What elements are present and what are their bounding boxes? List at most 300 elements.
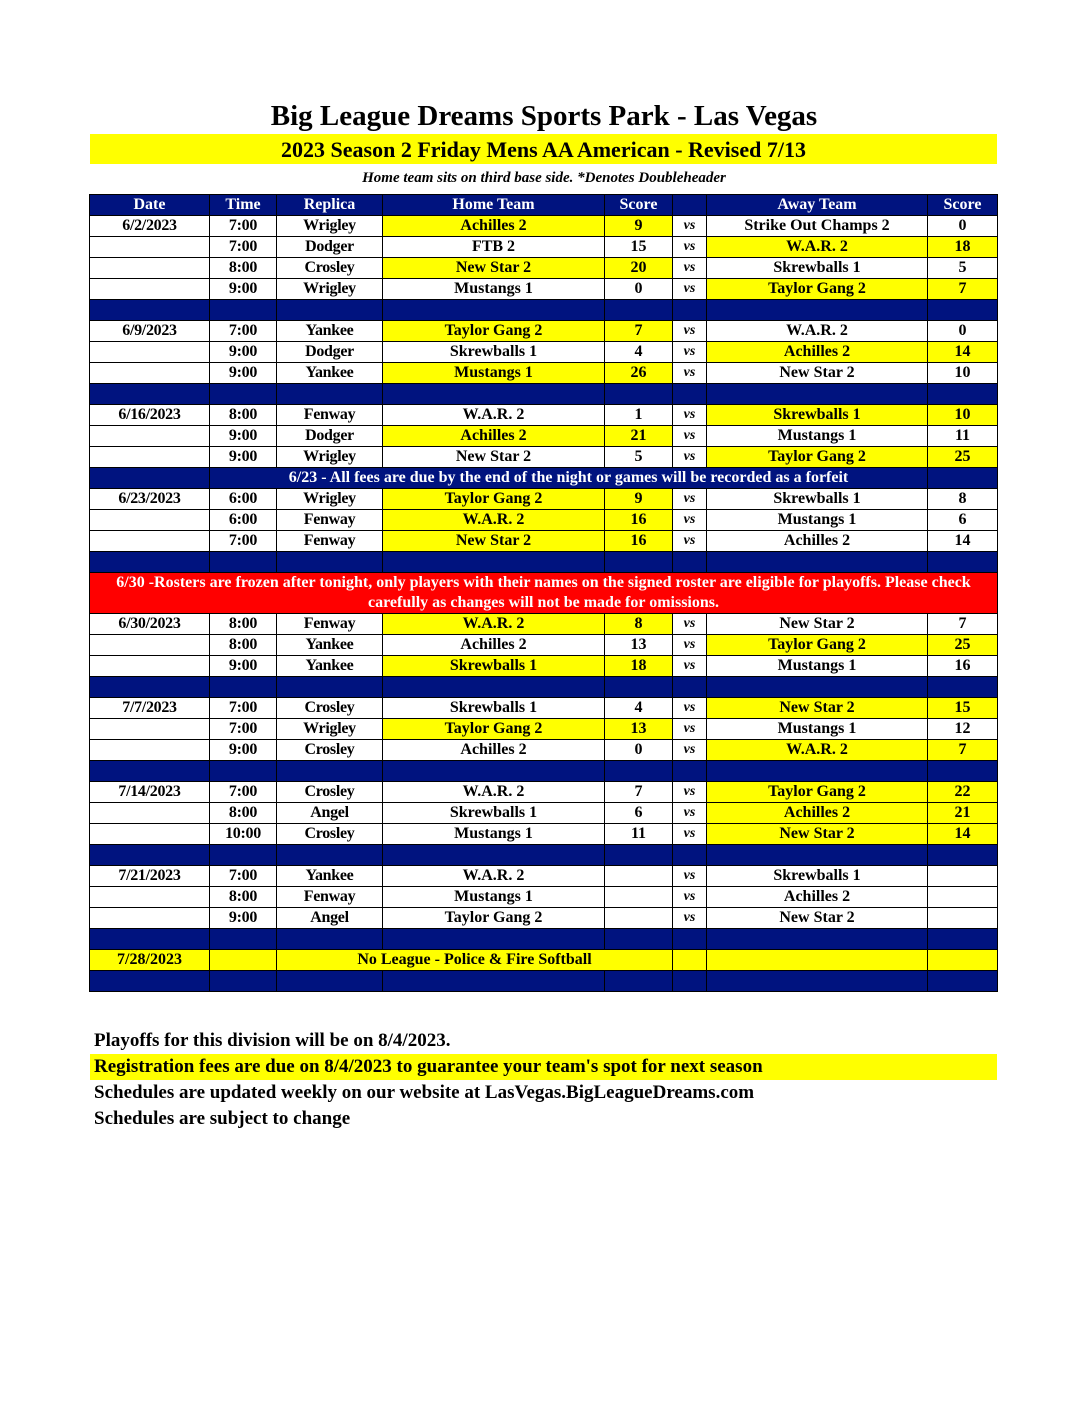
away-team-cell: Skrewballs 1 (707, 866, 928, 887)
away-team-cell: Mustangs 1 (707, 719, 928, 740)
home-team-cell: Taylor Gang 2 (383, 719, 605, 740)
spacer-cell (673, 929, 707, 950)
time-cell: 8:00 (210, 887, 277, 908)
time-cell: 9:00 (210, 279, 277, 300)
spacer-cell (277, 929, 383, 950)
time-cell: 9:00 (210, 740, 277, 761)
home-team-cell: Mustangs 1 (383, 279, 605, 300)
date-cell: 7/28/2023 (90, 950, 210, 971)
game-row (90, 782, 998, 803)
away-team-cell: Mustangs 1 (707, 426, 928, 447)
date-cell (90, 887, 210, 908)
spacer-cell (605, 677, 673, 698)
home-team-cell: Skrewballs 1 (383, 342, 605, 363)
home-team-cell: W.A.R. 2 (383, 510, 605, 531)
spacer-cell (673, 300, 707, 321)
date-cell (90, 342, 210, 363)
away-team-cell: Skrewballs 1 (707, 489, 928, 510)
subtitle-banner: 2023 Season 2 Friday Mens AA American - Revised 7/13 (90, 134, 997, 164)
away-score-cell: 15 (928, 698, 998, 719)
away-score-cell: 25 (928, 447, 998, 468)
home-team-cell: FTB 2 (383, 237, 605, 258)
spacer-cell (707, 929, 928, 950)
home-team-cell: New Star 2 (383, 447, 605, 468)
spacer-cell (673, 971, 707, 992)
time-cell: 9:00 (210, 426, 277, 447)
field-cell: Yankee (277, 866, 383, 887)
vs-label: vs (673, 258, 707, 279)
away-score-cell: 16 (928, 656, 998, 677)
spacer-row (90, 761, 998, 782)
away-team-cell: Taylor Gang 2 (707, 635, 928, 656)
vs-label: vs (673, 656, 707, 677)
home-team-cell: Taylor Gang 2 (383, 908, 605, 929)
field-cell: Crosley (277, 824, 383, 845)
vs-label: vs (673, 803, 707, 824)
time-cell: 10:00 (210, 824, 277, 845)
away-team-cell: Achilles 2 (707, 803, 928, 824)
date-cell (90, 656, 210, 677)
game-row (90, 740, 998, 761)
field-cell: Yankee (277, 635, 383, 656)
game-row (90, 866, 998, 887)
spacer-cell (277, 384, 383, 405)
field-cell: Dodger (277, 342, 383, 363)
spacer-cell (707, 300, 928, 321)
home-score-cell: 15 (605, 237, 673, 258)
away-score-cell: 21 (928, 803, 998, 824)
game-row (90, 656, 998, 677)
playoffs-note: Playoffs for this division will be on 8/4/2023. (94, 1030, 451, 1051)
date-cell (90, 279, 210, 300)
home-team-cell: Achilles 2 (383, 635, 605, 656)
game-row (90, 824, 998, 845)
away-score-cell: 7 (928, 614, 998, 635)
spacer-cell (210, 929, 277, 950)
game-row (90, 279, 998, 300)
vs-label: vs (673, 866, 707, 887)
header-away-team: Away Team (707, 195, 928, 216)
spacer-cell (210, 761, 277, 782)
time-cell: 8:00 (210, 258, 277, 279)
registration-note: Registration fees are due on 8/4/2023 to guarantee your team's spot for next season (94, 1056, 763, 1077)
away-score-cell: 14 (928, 342, 998, 363)
away-score-cell: 14 (928, 531, 998, 552)
field-cell: Yankee (277, 363, 383, 384)
header-date: Date (90, 195, 210, 216)
vs-label: vs (673, 216, 707, 237)
header-replica: Replica (277, 195, 383, 216)
vs-label: vs (673, 635, 707, 656)
away-team-cell: W.A.R. 2 (707, 237, 928, 258)
home-score-cell: 1 (605, 405, 673, 426)
date-cell: 7/21/2023 (90, 866, 210, 887)
spacer-cell (928, 761, 998, 782)
home-score-cell: 0 (605, 740, 673, 761)
header-row (90, 195, 998, 216)
vs-label: vs (673, 237, 707, 258)
away-score-cell: 0 (928, 216, 998, 237)
change-note: Schedules are subject to change (94, 1108, 351, 1129)
spacer-cell (277, 677, 383, 698)
spacer-cell (605, 929, 673, 950)
header-home-team: Home Team (383, 195, 605, 216)
away-score-cell (928, 908, 998, 929)
date-cell (90, 635, 210, 656)
game-row (90, 635, 998, 656)
spacer-cell (90, 929, 210, 950)
date-cell (90, 908, 210, 929)
home-score-cell: 21 (605, 426, 673, 447)
vs-label: vs (673, 531, 707, 552)
home-team-cell: Skrewballs 1 (383, 656, 605, 677)
away-score-cell: 0 (928, 321, 998, 342)
field-cell: Fenway (277, 614, 383, 635)
vs-label: vs (673, 279, 707, 300)
spacer-cell (383, 300, 605, 321)
date-cell: 6/16/2023 (90, 405, 210, 426)
field-cell: Wrigley (277, 447, 383, 468)
spacer-cell (605, 384, 673, 405)
spacer-cell (90, 971, 210, 992)
field-cell: Fenway (277, 531, 383, 552)
field-cell: Crosley (277, 698, 383, 719)
schedule-table (89, 194, 998, 992)
game-row (90, 614, 998, 635)
away-team-cell: Achilles 2 (707, 342, 928, 363)
time-cell: 9:00 (210, 363, 277, 384)
website-note: Schedules are updated weekly on our website at LasVegas.BigLeagueDreams.com (94, 1082, 755, 1103)
spacer-cell (673, 845, 707, 866)
home-team-cell: W.A.R. 2 (383, 866, 605, 887)
home-score-cell (605, 866, 673, 887)
field-cell: Dodger (277, 426, 383, 447)
away-team-cell: Achilles 2 (707, 531, 928, 552)
time-cell: 8:00 (210, 614, 277, 635)
field-cell: Crosley (277, 782, 383, 803)
spacer-cell (605, 300, 673, 321)
game-row (90, 321, 998, 342)
time-cell: 9:00 (210, 342, 277, 363)
away-score-cell (928, 887, 998, 908)
spacer-cell (673, 761, 707, 782)
game-row (90, 531, 998, 552)
time-cell: 9:00 (210, 656, 277, 677)
spacer-cell (210, 845, 277, 866)
spacer-row (90, 384, 998, 405)
no-league-row (90, 950, 998, 971)
time-cell: 7:00 (210, 237, 277, 258)
game-row (90, 405, 998, 426)
field-cell: Yankee (277, 321, 383, 342)
home-score-cell: 16 (605, 510, 673, 531)
game-row (90, 426, 998, 447)
spacer-cell (707, 971, 928, 992)
away-score-cell: 8 (928, 489, 998, 510)
game-row (90, 489, 998, 510)
game-row (90, 363, 998, 384)
home-score-cell: 13 (605, 719, 673, 740)
notice-row (90, 468, 998, 489)
spacer-cell (383, 929, 605, 950)
home-score-cell: 4 (605, 698, 673, 719)
spacer-row (90, 300, 998, 321)
spacer-cell (673, 552, 707, 573)
time-cell: 9:00 (210, 908, 277, 929)
home-team-cell: Achilles 2 (383, 426, 605, 447)
date-cell: 6/30/2023 (90, 614, 210, 635)
header-away-score: Score (928, 195, 998, 216)
home-team-cell: W.A.R. 2 (383, 614, 605, 635)
home-team-cell: Achilles 2 (383, 216, 605, 237)
time-cell: 7:00 (210, 782, 277, 803)
time-cell: 6:00 (210, 489, 277, 510)
roster-alert-row (90, 573, 998, 614)
game-row (90, 510, 998, 531)
spacer-cell (90, 468, 210, 489)
date-cell (90, 258, 210, 279)
spacer-cell (90, 761, 210, 782)
away-score-cell: 10 (928, 363, 998, 384)
home-team-cell: New Star 2 (383, 258, 605, 279)
spacer-cell (928, 845, 998, 866)
game-row (90, 342, 998, 363)
home-team-cell: Mustangs 1 (383, 363, 605, 384)
spacer-cell (383, 677, 605, 698)
vs-label: vs (673, 614, 707, 635)
home-score-cell: 0 (605, 279, 673, 300)
page-title: Big League Dreams Sports Park - Las Vegas (270, 100, 818, 132)
time-cell: 8:00 (210, 803, 277, 824)
time-cell: 7:00 (210, 216, 277, 237)
home-score-cell: 4 (605, 342, 673, 363)
vs-label: vs (673, 426, 707, 447)
vs-label: vs (673, 908, 707, 929)
field-cell: Angel (277, 908, 383, 929)
vs-label: vs (673, 342, 707, 363)
game-row (90, 719, 998, 740)
away-team-cell: New Star 2 (707, 908, 928, 929)
home-score-cell: 6 (605, 803, 673, 824)
field-cell: Crosley (277, 258, 383, 279)
home-score-cell: 16 (605, 531, 673, 552)
spacer-cell (210, 384, 277, 405)
empty-cell (673, 950, 707, 971)
away-score-cell: 7 (928, 279, 998, 300)
spacer-cell (605, 845, 673, 866)
home-team-cell: Skrewballs 1 (383, 803, 605, 824)
away-score-cell: 6 (928, 510, 998, 531)
spacer-cell (90, 677, 210, 698)
spacer-cell (210, 300, 277, 321)
notice-text: 6/23 - All fees are due by the end of the night or games will be recorded as a forfeit (210, 468, 928, 489)
home-team-cell: Achilles 2 (383, 740, 605, 761)
date-cell: 7/14/2023 (90, 782, 210, 803)
game-row (90, 887, 998, 908)
date-cell: 7/7/2023 (90, 698, 210, 719)
home-score-cell: 13 (605, 635, 673, 656)
away-team-cell: W.A.R. 2 (707, 321, 928, 342)
spacer-cell (277, 300, 383, 321)
date-cell: 6/9/2023 (90, 321, 210, 342)
field-cell: Fenway (277, 510, 383, 531)
home-score-cell: 18 (605, 656, 673, 677)
spacer-cell (605, 971, 673, 992)
header-vs (673, 195, 707, 216)
spacer-cell (605, 552, 673, 573)
field-cell: Crosley (277, 740, 383, 761)
spacer-cell (383, 971, 605, 992)
spacer-cell (928, 971, 998, 992)
date-cell (90, 531, 210, 552)
vs-label: vs (673, 824, 707, 845)
game-row (90, 447, 998, 468)
date-cell (90, 237, 210, 258)
spacer-cell (90, 384, 210, 405)
spacer-cell (707, 761, 928, 782)
away-score-cell: 5 (928, 258, 998, 279)
spacer-cell (605, 761, 673, 782)
date-cell (90, 719, 210, 740)
away-team-cell: Skrewballs 1 (707, 258, 928, 279)
away-team-cell: Strike Out Champs 2 (707, 216, 928, 237)
header-time: Time (210, 195, 277, 216)
date-cell (90, 447, 210, 468)
time-cell: 7:00 (210, 866, 277, 887)
field-cell: Angel (277, 803, 383, 824)
spacer-cell (210, 552, 277, 573)
home-score-cell: 20 (605, 258, 673, 279)
alert-text: 6/30 -Rosters are frozen after tonight, only players with their names on the signed roster are eligible for playoffs. Please check carefully as changes will not be made for omissions. (90, 573, 998, 614)
date-cell (90, 426, 210, 447)
away-score-cell (928, 866, 998, 887)
away-team-cell: New Star 2 (707, 614, 928, 635)
spacer-cell (673, 384, 707, 405)
date-cell: 6/2/2023 (90, 216, 210, 237)
field-cell: Dodger (277, 237, 383, 258)
time-cell: 7:00 (210, 698, 277, 719)
spacer-row (90, 845, 998, 866)
away-team-cell: New Star 2 (707, 698, 928, 719)
away-team-cell: New Star 2 (707, 824, 928, 845)
away-team-cell: Taylor Gang 2 (707, 782, 928, 803)
away-score-cell: 22 (928, 782, 998, 803)
spacer-cell (928, 468, 998, 489)
empty-cell (210, 950, 277, 971)
away-team-cell: Mustangs 1 (707, 656, 928, 677)
spacer-row (90, 677, 998, 698)
spacer-cell (277, 845, 383, 866)
vs-label: vs (673, 887, 707, 908)
vs-label: vs (673, 740, 707, 761)
spacer-cell (90, 845, 210, 866)
spacer-row (90, 929, 998, 950)
spacer-row (90, 971, 998, 992)
field-cell: Wrigley (277, 279, 383, 300)
vs-label: vs (673, 698, 707, 719)
spacer-cell (928, 384, 998, 405)
home-score-cell: 5 (605, 447, 673, 468)
away-team-cell: Taylor Gang 2 (707, 447, 928, 468)
spacer-cell (277, 552, 383, 573)
spacer-cell (673, 677, 707, 698)
field-cell: Fenway (277, 405, 383, 426)
vs-label: vs (673, 321, 707, 342)
time-cell: 7:00 (210, 719, 277, 740)
spacer-cell (928, 300, 998, 321)
spacer-cell (383, 845, 605, 866)
game-row (90, 803, 998, 824)
spacer-row (90, 552, 998, 573)
spacer-cell (277, 761, 383, 782)
field-cell: Wrigley (277, 489, 383, 510)
game-row (90, 908, 998, 929)
date-cell (90, 803, 210, 824)
home-team-cell: Taylor Gang 2 (383, 489, 605, 510)
time-cell: 8:00 (210, 635, 277, 656)
no-league-text: No League - Police & Fire Softball (277, 950, 673, 971)
date-cell (90, 824, 210, 845)
spacer-cell (928, 677, 998, 698)
time-cell: 6:00 (210, 510, 277, 531)
away-score-cell: 25 (928, 635, 998, 656)
home-score-cell (605, 908, 673, 929)
home-score-cell: 11 (605, 824, 673, 845)
away-team-cell: Skrewballs 1 (707, 405, 928, 426)
home-score-cell: 7 (605, 782, 673, 803)
away-team-cell: W.A.R. 2 (707, 740, 928, 761)
spacer-cell (210, 971, 277, 992)
away-score-cell: 14 (928, 824, 998, 845)
home-team-cell: Mustangs 1 (383, 887, 605, 908)
game-row (90, 698, 998, 719)
empty-cell (707, 950, 928, 971)
empty-cell (928, 950, 998, 971)
spacer-cell (90, 552, 210, 573)
home-team-cell: W.A.R. 2 (383, 782, 605, 803)
away-team-cell: Mustangs 1 (707, 510, 928, 531)
game-row (90, 237, 998, 258)
time-cell: 7:00 (210, 321, 277, 342)
spacer-cell (928, 552, 998, 573)
away-team-cell: Taylor Gang 2 (707, 279, 928, 300)
away-score-cell: 7 (928, 740, 998, 761)
home-team-cell: New Star 2 (383, 531, 605, 552)
vs-label: vs (673, 510, 707, 531)
time-cell: 8:00 (210, 405, 277, 426)
away-team-cell: New Star 2 (707, 363, 928, 384)
away-score-cell: 18 (928, 237, 998, 258)
vs-label: vs (673, 782, 707, 803)
field-cell: Wrigley (277, 719, 383, 740)
spacer-cell (707, 677, 928, 698)
header-home-score: Score (605, 195, 673, 216)
spacer-cell (210, 677, 277, 698)
home-score-cell: 8 (605, 614, 673, 635)
date-cell (90, 740, 210, 761)
home-team-cell: Mustangs 1 (383, 824, 605, 845)
spacer-cell (707, 384, 928, 405)
date-cell (90, 510, 210, 531)
home-score-cell (605, 887, 673, 908)
time-cell: 7:00 (210, 531, 277, 552)
away-score-cell: 10 (928, 405, 998, 426)
time-cell: 9:00 (210, 447, 277, 468)
home-team-note: Home team sits on third base side. *Denotes Doubleheader (362, 170, 726, 186)
home-team-cell: Taylor Gang 2 (383, 321, 605, 342)
game-row (90, 258, 998, 279)
home-team-cell: W.A.R. 2 (383, 405, 605, 426)
